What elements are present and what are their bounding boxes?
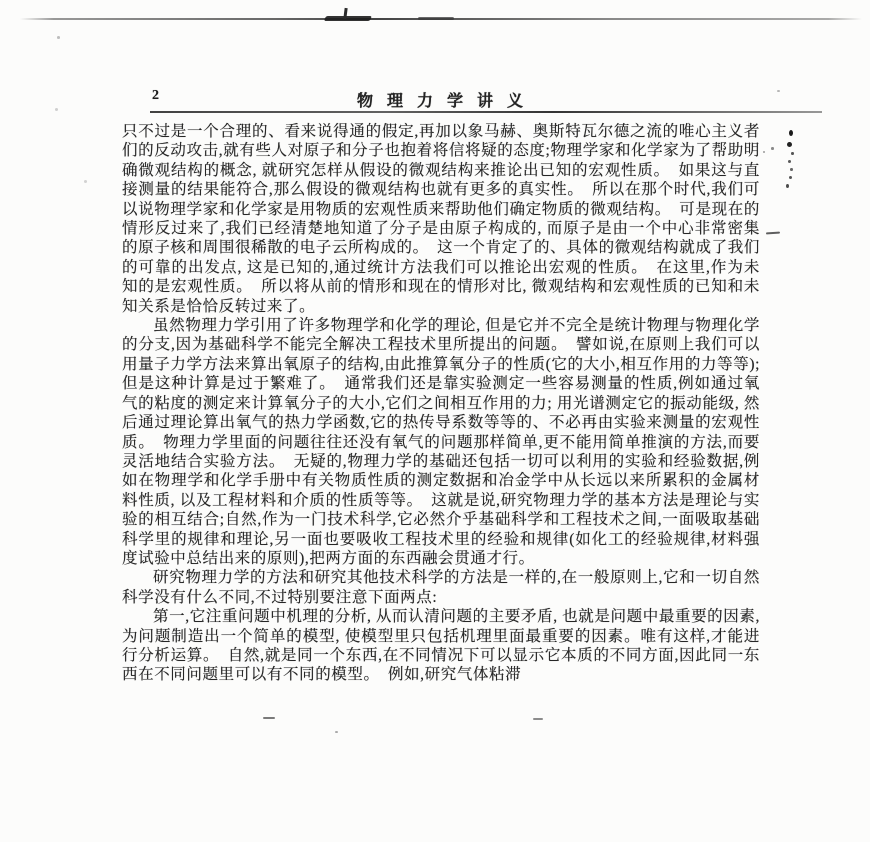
ink-speck <box>777 90 780 92</box>
ink-speck <box>791 152 794 155</box>
ink-dash <box>766 232 780 235</box>
paragraph: 研究物理力学的方法和研究其他技术科学的方法是一样的,在一般原则上,它和一切自然科学没有什么不同,不过特别要注意下面两点: <box>122 569 760 606</box>
ink-speck <box>763 151 765 153</box>
paragraph: 虽然物理力学引用了许多物理学和化学的理论, 但是它并不完全是统计物理与物理化学的分支,因为基础科学不能完全解决工程技术里所提出的问题。 譬如说,在原则上我们可以用量子力学方法来算出氧原子的结构,由此推算氧分子的性质(它的大小,相互作用的力等等);但是这种计算是过于繁难了。 通常我们还是靠实验测定一些容易测量的性质,例如通过氧气的粘度的测定来计算氧分子的大小,它们之间相互作用的力; 用光谱测定它的振动能级, 然后通过理论算出氧气的热力学函数,它的热传导系数等等的、不必再由实验来测量的宏观性质。 物理力学里面的问题往往还没有氧气的问题那样简单,更不能用简单推演的方法,而要灵活地结合实验方法。 无疑的,物理力学的基础还包括一切可以利用的实验和经验数据,例如在物理学和化学手册中有关物质性质的测定数据和冶金学中从长远以来所累积的金属材料性质, 以及工程材料和介质的性质等等。 这就是说,研究物理力学的基本方法是理论与实验的相互结合;自然,作为一门技术科学,它必然介乎基础科学和工程技术之间,一面吸取基础科学里的规律和理论,另一面也要吸收工程技术里的经验和规律(如化工的经验规律,材料强度试验中总结出来的原则),把两方面的东西融会贯通才行。 <box>122 317 760 567</box>
ink-speck <box>84 180 87 183</box>
ink-speck <box>789 176 792 179</box>
ink-speck <box>786 184 789 188</box>
scan-smudge <box>418 17 454 20</box>
page-number: 2 <box>152 88 159 103</box>
paragraph: 第一,它注重问题中机理的分析, 从而认清问题的主要矛盾, 也就是问题中最重要的因素, 为问题制造出一个简单的模型, 使模型里只包括机理里面最重要的因素。唯有这样,才能进行分析运算。 自然,就是同一个东西,在不同情况下可以显示它本质的不同方面,因此同一东西在不同问题里可以有不同的模型。 例如,研究气体粘滞 <box>122 608 760 684</box>
ink-speck <box>788 160 791 163</box>
ink-speck <box>335 731 338 733</box>
paragraph: 只不过是一个合理的、看来说得通的假定,再加以象马赫、奥斯特瓦尔德之流的唯心主义者们的反动攻击,就有些人对原子和分子也抱着将信将疑的态度;物理学家和化学家为了帮助明确微观结构的概念, 就研究怎样从假设的微观结构来推论出已知的宏观性质。 如果这与直接测量的结果能符合,那么假设的微观结构也就有更多的真实性。 所以在那个时代,我们可以说物理学家和化学家是用物质的宏观性质来帮助他们确定物质的微观结构。 可是现在的情形反过来了,我们已经清楚地知道了分子是由原子构成的, 而原子是由一个中心非常密集的原子核和周围很稀散的电子云所构成的。 这一个肯定了的、具体的微观结构就成了我们的可靠的出发点, 这是已知的,通过统计方法我们可以推论出宏观的性质。 在这里,作为未知的是宏观性质。 所以将从前的情形和现在的情形对比, 微观结构和宏观性质的已知和未知关系是恰恰反转过来了。 <box>122 123 760 315</box>
ink-dash <box>263 717 275 719</box>
scan-smudge <box>324 16 372 21</box>
page-body <box>122 122 760 685</box>
running-title: 物理力学讲义 <box>356 93 537 110</box>
ink-speck <box>771 147 774 150</box>
ink-speck <box>787 142 792 147</box>
header-rule <box>150 111 822 113</box>
ink-dash <box>533 718 543 720</box>
ink-speck <box>55 108 58 111</box>
ink-speck <box>790 168 793 171</box>
ink-speck <box>57 36 60 39</box>
ink-speck <box>789 130 793 136</box>
